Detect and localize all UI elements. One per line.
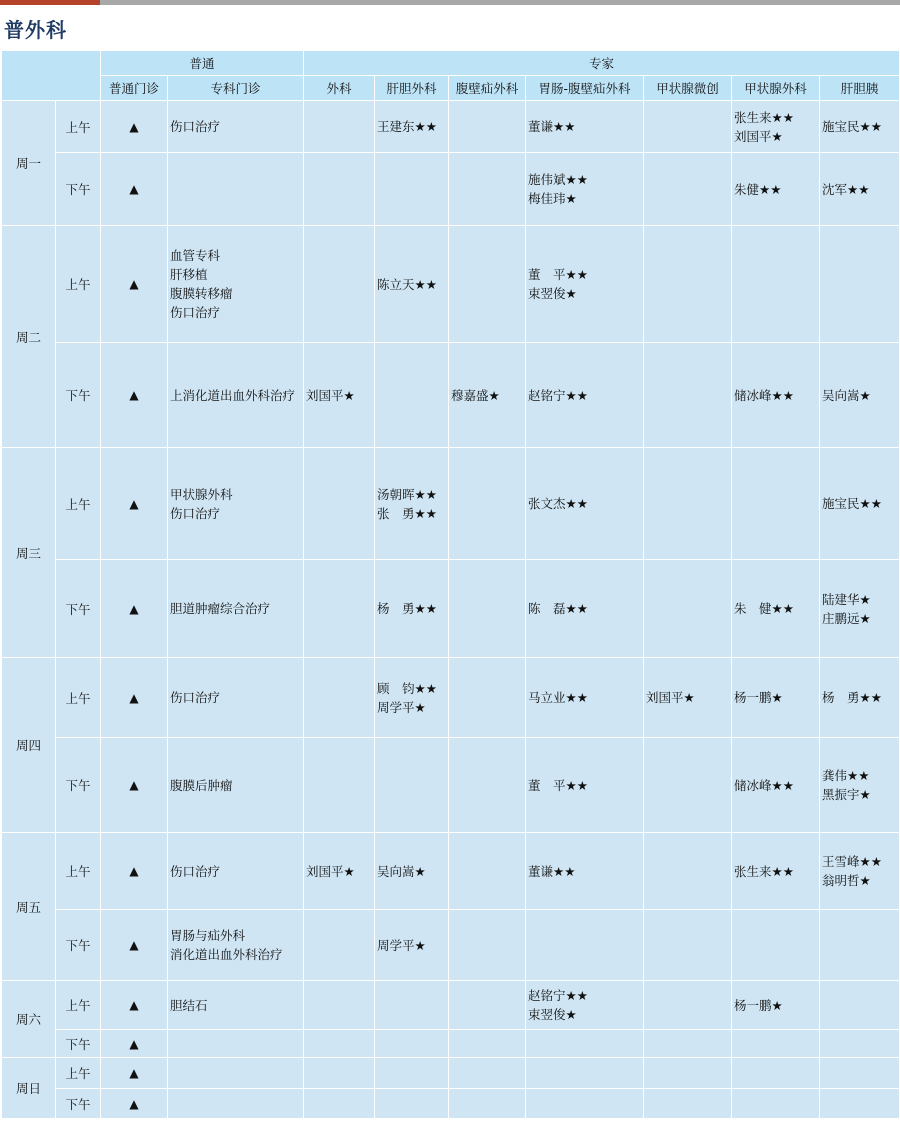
specialty-clinic-cell: [168, 448, 304, 560]
thyroid-cell: [732, 981, 820, 1030]
specialty-clinic-cell: [168, 658, 304, 738]
hbp-cell: [820, 1030, 900, 1058]
hepatobiliary-cell: [375, 833, 449, 910]
doctor-name: 马立业★★: [528, 690, 588, 705]
hbp-cell: [820, 738, 900, 833]
column-header: 胃肠-腹壁疝外科: [526, 76, 644, 101]
doctor-name: 周学平★: [377, 699, 426, 715]
thyroid-cell: [732, 1058, 820, 1089]
specialty-clinic-cell: [168, 738, 304, 833]
general-clinic-mark: ▲: [101, 1030, 168, 1058]
schedule-row: [2, 738, 900, 833]
thyroid-cell: [732, 101, 820, 153]
gi-hernia-cell: [526, 833, 644, 910]
surgery-cell: [304, 981, 375, 1030]
general-clinic-mark: ▲: [101, 560, 168, 658]
hbp-cell: [820, 910, 900, 981]
specialty-clinic-cell: [168, 1089, 304, 1119]
schedule-row: [2, 910, 900, 981]
hepatobiliary-cell: [375, 981, 449, 1030]
surgery-cell: [304, 738, 375, 833]
doctor-name: 赵铭宁★★: [528, 988, 588, 1003]
gi-hernia-cell: [526, 560, 644, 658]
thyroid-mini-cell: [644, 153, 732, 226]
schedule-row: [2, 1089, 900, 1119]
doctor-name: 吴向嵩★: [377, 863, 426, 879]
surgery-cell: [304, 448, 375, 560]
general-clinic-mark: ▲: [101, 738, 168, 833]
hepatobiliary-cell: [375, 738, 449, 833]
thyroid-cell: [732, 833, 820, 910]
thyroid-mini-cell: [644, 1030, 732, 1058]
specialty-item: 腹膜转移瘤 伤口治疗: [170, 286, 296, 320]
specialty-item: 胆结石: [170, 997, 208, 1013]
thyroid-mini-cell: [644, 1058, 732, 1089]
schedule-row: [2, 343, 900, 448]
specialty-clinic-cell: [168, 101, 304, 153]
surgery-cell: [304, 226, 375, 343]
specialty-item: 伤口治疗: [170, 690, 221, 705]
specialty-clinic-cell: [168, 226, 304, 343]
thyroid-cell: [732, 226, 820, 343]
doctor-name: 束翌俊★: [528, 1007, 577, 1022]
hernia-cell: [449, 226, 526, 343]
gi-hernia-cell: [526, 101, 644, 153]
specialty-clinic-cell: [168, 981, 304, 1030]
doctor-name: 刘国平★: [734, 128, 783, 144]
general-clinic-mark: ▲: [101, 101, 168, 153]
specialty-clinic-cell: [168, 1058, 304, 1089]
header-column-row: [2, 76, 900, 101]
schedule-row: [2, 448, 900, 560]
general-clinic-mark: ▲: [101, 343, 168, 448]
hernia-cell: [449, 910, 526, 981]
hepatobiliary-cell: [375, 560, 449, 658]
surgery-cell: [304, 1030, 375, 1058]
period-label: 下午: [56, 910, 101, 981]
hernia-cell: [449, 153, 526, 226]
doctor-name: 朱健★★: [734, 181, 782, 197]
hbp-cell: [820, 658, 900, 738]
hbp-cell: [820, 981, 900, 1030]
column-header: 专科门诊: [168, 76, 304, 101]
doctor-name: 龚伟★★: [822, 768, 870, 783]
column-header: 腹壁疝外科: [449, 76, 526, 101]
specialty-clinic-cell: [168, 833, 304, 910]
specialty-item: 甲状腺外科: [170, 486, 233, 502]
gi-hernia-cell: [526, 226, 644, 343]
gi-hernia-cell: [526, 658, 644, 738]
hernia-cell: [449, 1058, 526, 1089]
doctor-name: 杨一鹏★: [734, 997, 783, 1013]
specialty-item: 腹膜后肿瘤: [170, 777, 233, 793]
doctor-name: 张生来★★: [734, 863, 794, 879]
doctor-name: 杨 勇★★: [822, 690, 882, 705]
doctor-name: 王建东★★: [377, 119, 437, 134]
period-label: 上午: [56, 981, 101, 1030]
doctor-name: 董 平★★: [528, 267, 588, 282]
period-label: 下午: [56, 1030, 101, 1058]
specialty-item: 伤口治疗: [170, 119, 221, 134]
period-label: 上午: [56, 833, 101, 910]
column-header: 肝胆外科: [375, 76, 449, 101]
thyroid-mini-cell: [644, 910, 732, 981]
doctor-name: 杨一鹏★: [734, 690, 783, 705]
general-clinic-mark: ▲: [101, 1058, 168, 1089]
doctor-name: 张文杰★★: [528, 496, 588, 511]
specialty-item: 胃肠与疝外科: [170, 928, 246, 943]
thyroid-cell: [732, 1030, 820, 1058]
thyroid-mini-cell: [644, 738, 732, 833]
period-label: 上午: [56, 1058, 101, 1089]
specialty-item: 消化道出血外科治疗: [170, 947, 283, 962]
header-general-group: 普通: [101, 51, 304, 76]
general-clinic-mark: ▲: [101, 833, 168, 910]
page-title: 普外科: [4, 18, 67, 42]
general-clinic-mark: ▲: [101, 910, 168, 981]
hepatobiliary-cell: [375, 658, 449, 738]
hepatobiliary-cell: [375, 1089, 449, 1119]
schedule-row: [2, 101, 900, 153]
day-label: 周四: [2, 658, 56, 833]
gi-hernia-cell: [526, 1030, 644, 1058]
day-label: 周日: [2, 1058, 56, 1119]
doctor-name: 刘国平★: [306, 387, 355, 403]
gi-hernia-cell: [526, 1089, 644, 1119]
day-label: 周三: [2, 448, 56, 658]
schedule-row: [2, 658, 900, 738]
thyroid-mini-cell: [644, 101, 732, 153]
gi-hernia-cell: [526, 910, 644, 981]
schedule-row: [2, 226, 900, 343]
hernia-cell: [449, 560, 526, 658]
hepatobiliary-cell: [375, 226, 449, 343]
specialty-item: 血管专科: [170, 248, 221, 263]
period-label: 下午: [56, 560, 101, 658]
clinic-schedule-table: [1, 50, 900, 1119]
gi-hernia-cell: [526, 738, 644, 833]
top-accent-bar: [0, 0, 900, 5]
doctor-name: 王雪峰★★: [822, 854, 882, 869]
hbp-cell: [820, 226, 900, 343]
thyroid-mini-cell: [644, 343, 732, 448]
schedule-container: [1, 50, 900, 1119]
specialty-item: 上消化道出血外科治疗: [170, 387, 296, 403]
doctor-name: 陆建华★: [822, 591, 871, 607]
thyroid-cell: [732, 910, 820, 981]
thyroid-mini-cell: [644, 560, 732, 658]
hernia-cell: [449, 738, 526, 833]
doctor-name: 吴向嵩★: [822, 387, 871, 403]
column-header: 甲状腺外科: [732, 76, 820, 101]
header-corner: [2, 51, 101, 101]
hepatobiliary-cell: [375, 1030, 449, 1058]
specialty-clinic-cell: [168, 153, 304, 226]
surgery-cell: [304, 560, 375, 658]
specialty-item: 伤口治疗: [170, 863, 221, 879]
doctor-name: 庄鹏远★: [822, 610, 871, 626]
doctor-name: 施宝民★★: [822, 496, 882, 511]
period-label: 上午: [56, 658, 101, 738]
specialty-item: 肝移植: [170, 267, 208, 282]
surgery-cell: [304, 833, 375, 910]
doctor-name: 顾 钧★★: [377, 680, 437, 696]
specialty-clinic-cell: [168, 560, 304, 658]
general-clinic-mark: ▲: [101, 448, 168, 560]
day-label: 周二: [2, 226, 56, 448]
doctor-name: 周学平★: [377, 937, 426, 953]
specialty-item: 胆道肿瘤综合治疗: [170, 601, 271, 616]
doctor-name: 杨 勇★★: [377, 601, 437, 616]
hbp-cell: [820, 1058, 900, 1089]
day-label: 周五: [2, 833, 56, 981]
hernia-cell: [449, 101, 526, 153]
hepatobiliary-cell: [375, 343, 449, 448]
schedule-row: [2, 1030, 900, 1058]
doctor-name: 张生来★★: [734, 109, 794, 125]
gi-hernia-cell: [526, 1058, 644, 1089]
doctor-name: 刘国平★: [646, 690, 695, 705]
column-header: 肝胆胰: [820, 76, 900, 101]
hbp-cell: [820, 448, 900, 560]
period-label: 下午: [56, 153, 101, 226]
thyroid-mini-cell: [644, 448, 732, 560]
period-label: 上午: [56, 101, 101, 153]
period-label: 下午: [56, 1089, 101, 1119]
thyroid-mini-cell: [644, 226, 732, 343]
doctor-name: 陈立天★★: [377, 276, 437, 292]
doctor-name: 汤朝晖★★: [377, 486, 437, 502]
day-label: 周一: [2, 101, 56, 226]
doctor-name: 黑振宇★: [822, 787, 871, 802]
doctor-name: 董谦★★: [528, 863, 576, 879]
doctor-name: 束翌俊★: [528, 286, 577, 301]
hernia-cell: [449, 343, 526, 448]
general-clinic-mark: ▲: [101, 981, 168, 1030]
doctor-name: 沈军★★: [822, 181, 870, 197]
doctor-name: 朱 健★★: [734, 601, 794, 616]
doctor-name: 董 平★★: [528, 777, 588, 793]
hernia-cell: [449, 833, 526, 910]
hernia-cell: [449, 448, 526, 560]
period-label: 下午: [56, 343, 101, 448]
period-label: 上午: [56, 448, 101, 560]
hepatobiliary-cell: [375, 153, 449, 226]
period-label: 上午: [56, 226, 101, 343]
surgery-cell: [304, 101, 375, 153]
doctor-name: 赵铭宁★★: [528, 387, 588, 403]
day-label: 周六: [2, 981, 56, 1058]
general-clinic-mark: ▲: [101, 153, 168, 226]
hepatobiliary-cell: [375, 101, 449, 153]
thyroid-cell: [732, 658, 820, 738]
hbp-cell: [820, 153, 900, 226]
period-label: 下午: [56, 738, 101, 833]
general-clinic-mark: ▲: [101, 1089, 168, 1119]
hbp-cell: [820, 560, 900, 658]
hbp-cell: [820, 343, 900, 448]
hernia-cell: [449, 658, 526, 738]
thyroid-mini-cell: [644, 1089, 732, 1119]
column-header: 普通门诊: [101, 76, 168, 101]
specialty-clinic-cell: [168, 910, 304, 981]
surgery-cell: [304, 910, 375, 981]
doctor-name: 储冰峰★★: [734, 777, 794, 793]
thyroid-cell: [732, 738, 820, 833]
thyroid-mini-cell: [644, 658, 732, 738]
header-group-row: [2, 51, 900, 76]
surgery-cell: [304, 1089, 375, 1119]
doctor-name: 穆嘉盛★: [451, 387, 500, 403]
hernia-cell: [449, 1030, 526, 1058]
general-clinic-mark: ▲: [101, 226, 168, 343]
gi-hernia-cell: [526, 448, 644, 560]
thyroid-cell: [732, 448, 820, 560]
specialty-item: 伤口治疗: [170, 505, 221, 521]
gi-hernia-cell: [526, 981, 644, 1030]
header-expert-group: 专家: [304, 51, 900, 76]
hepatobiliary-cell: [375, 910, 449, 981]
column-header: 甲状腺微创: [644, 76, 732, 101]
schedule-body: [2, 101, 900, 1119]
hbp-cell: [820, 833, 900, 910]
doctor-name: 刘国平★: [306, 863, 355, 879]
hbp-cell: [820, 1089, 900, 1119]
hernia-cell: [449, 1089, 526, 1119]
doctor-name: 张 勇★★: [377, 505, 437, 521]
schedule-row: [2, 1058, 900, 1089]
doctor-name: 施宝民★★: [822, 119, 882, 134]
doctor-name: 翁明哲★: [822, 873, 871, 888]
doctor-name: 储冰峰★★: [734, 387, 794, 403]
column-header: 外科: [304, 76, 375, 101]
surgery-cell: [304, 658, 375, 738]
thyroid-mini-cell: [644, 833, 732, 910]
top-accent-highlight: [0, 0, 100, 5]
surgery-cell: [304, 1058, 375, 1089]
gi-hernia-cell: [526, 343, 644, 448]
schedule-row: [2, 981, 900, 1030]
thyroid-mini-cell: [644, 981, 732, 1030]
gi-hernia-cell: [526, 153, 644, 226]
thyroid-cell: [732, 153, 820, 226]
hbp-cell: [820, 101, 900, 153]
doctor-name: 梅佳玮★: [528, 191, 577, 206]
general-clinic-mark: ▲: [101, 658, 168, 738]
schedule-row: [2, 560, 900, 658]
schedule-row: [2, 833, 900, 910]
thyroid-cell: [732, 1089, 820, 1119]
schedule-row: [2, 153, 900, 226]
doctor-name: 施伟斌★★: [528, 172, 588, 187]
hepatobiliary-cell: [375, 1058, 449, 1089]
surgery-cell: [304, 153, 375, 226]
thyroid-cell: [732, 560, 820, 658]
surgery-cell: [304, 343, 375, 448]
specialty-clinic-cell: [168, 343, 304, 448]
doctor-name: 董谦★★: [528, 119, 576, 134]
specialty-clinic-cell: [168, 1030, 304, 1058]
hernia-cell: [449, 981, 526, 1030]
hepatobiliary-cell: [375, 448, 449, 560]
doctor-name: 陈 磊★★: [528, 601, 588, 616]
thyroid-cell: [732, 343, 820, 448]
